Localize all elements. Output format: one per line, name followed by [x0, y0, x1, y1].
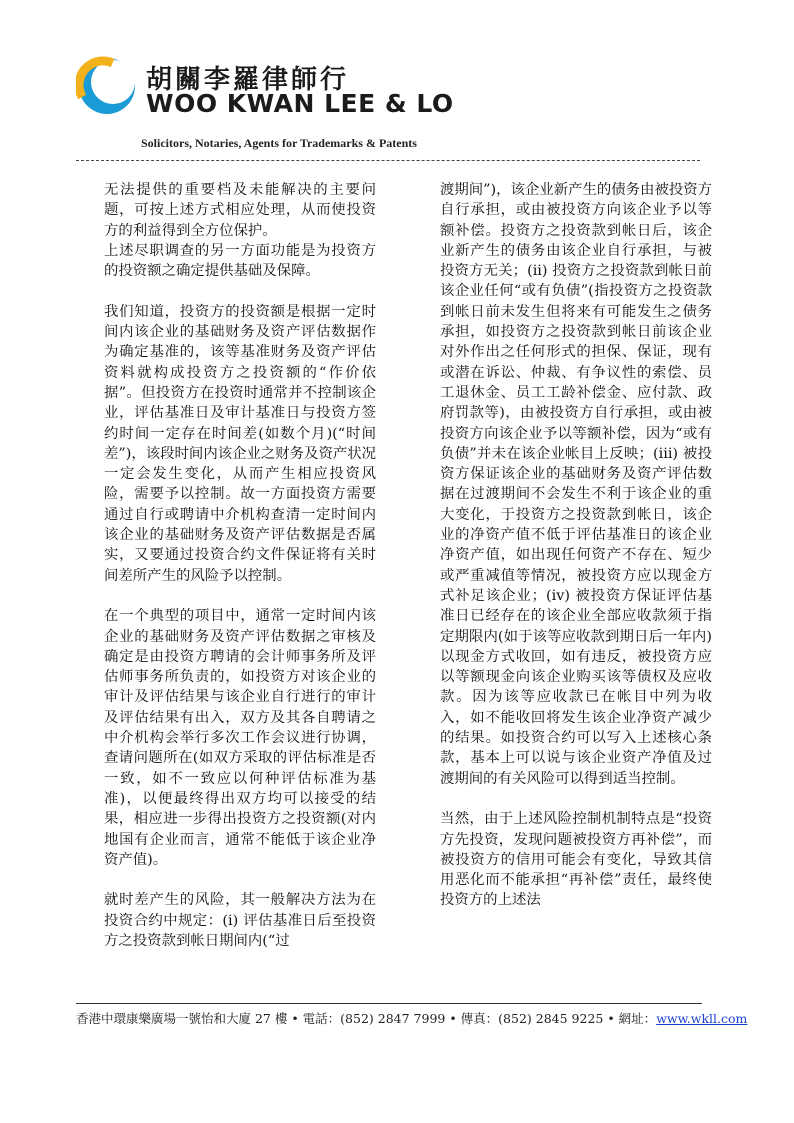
left-column [104, 180, 376, 972]
footer-divider [76, 1003, 702, 1004]
paragraph: 无法提供的重要档及未能解决的主要问题，可按上述方式相应处理，从而使投资方的利益得到全方位保护。 [104, 182, 376, 239]
footer-contact: 香港中環康樂廣場一號怡和大廈 27 樓 • 電話：(852) 2847 7999 • 傳真：(852) 2845 9225 • 網址： [76, 1011, 657, 1026]
crescent-logo-icon [76, 55, 136, 117]
right-column [440, 180, 712, 931]
paragraph: 就时差产生的风险，其一般解决方法为在投资合约中规定：(i) 评估基准日后至投资方之投资款到帐日期间内(“过 [104, 892, 376, 949]
header-divider [76, 160, 700, 161]
paragraph: 上述尽职调查的另一方面功能是为投资方的投资额之确定提供基础及保障。 [104, 242, 376, 280]
firm-name-chinese: 胡關李羅律師行 [146, 65, 350, 95]
paragraph: 渡期间”)，该企业新产生的债务由被投资方自行承担，或由被投资方向该企业予以等额补偿。投资方之投资款到帐日后，该企业新产生的债务由该企业自行承担，与被投资方无关；(ii) 投资方之投资款到帐日前该企业任何“或有负债”(指投资方之投资款到帐日前未发生但将来有可能发生之债务承担，如投资方之投资款到帐日前该企业对外作出之任何形式的担保、保证，现有或潜在诉讼、仲裁、有争议性的索偿、员工退休金、员工工龄补偿金、应付款、政府罚款等)，由被投资方自行承担，或由被投资方向该企业予以等额补偿，因为“或有负债”并未在该企业帐目上反映；(iii) 被投资方保证该企业的基础财务及资产评估数据在过渡期间不会发生不利于该企业的重大变化，于投资方之投资款到帐日，该企业的净资产值不低于评估基准日的该企业净资产值，如出现任何资产不存在、短少或严重减值等情况，被投资方应以现金方式补足该企业；(iv) 被投资方保证评估基准日已经存在的该企业全部应收款须于指定期限内(如于该等应收款到期日后一年内)以现金方式收回，如有违反，被投资方应以等额现金向该企业购买该等债权及应收款。因为该等应收款已在帐目中列为收入，如不能收回将发生该企业净资产减少的结果。如投资合约可以写入上述核心条款，基本上可以说与该企业资产净值及过渡期间的有关风险可以得到适当控制。 [440, 182, 713, 787]
paragraph: 我们知道，投资方的投资额是根据一定时间内该企业的基础财务及资产评估数据作为确定基准的，该等基准财务及资产评估资料就构成投资方之投资额的“作价依据”。但投资方在投资时通常并不控制该企业，评估基准日及审计基准日与投资方签约时间一定存在时间差(如数个月)(“时间差”)，该段时间内该企业之财务及资产状况一定会发生变化，从而产生相应投资风险，需要予以控制。故一方面投资方需要通过自行或聘请中介机构查清一定时间内该企业的基础财务及资产评估数据是否属实，又要通过投资合约文件保证将有关时间差所产生的风险予以控制。 [104, 303, 377, 584]
paragraph: 在一个典型的项目中，通常一定时间内该企业的基础财务及资产评估数据之审核及确定是由投资方聘请的会计师事务所及评估师事务所负责的，如投资方对该企业的审计及评估结果与该企业自行进行的审计及评估结果有出入，双方及其各自聘请之中介机构会举行多次工作会议进行协调，查请问题所在(如双方采取的评估标准是否一致，如不一致应以何种评估标准为基准)，以便最终得出双方均可以接受的结果，相应进一步得出投资方之投资额(对内地国有企业而言，通常不能低于该企业净资产值)。 [104, 608, 376, 868]
paragraph: 当然，由于上述风险控制机制特点是“投资方先投资，发现问题被投资方再补偿”，而被投资方的信用可能会有变化，导致其信用恶化而不能承担“再补偿”责任，最终使投资方的上述法 [440, 811, 712, 909]
footer [76, 1009, 748, 1027]
firm-name-english: WOO KWAN LEE & LO [146, 89, 454, 118]
website-link[interactable]: www.wkll.com [656, 1011, 748, 1026]
firm-tagline: Solicitors, Notaries, Agents for Trademarks & Patents [141, 136, 417, 150]
